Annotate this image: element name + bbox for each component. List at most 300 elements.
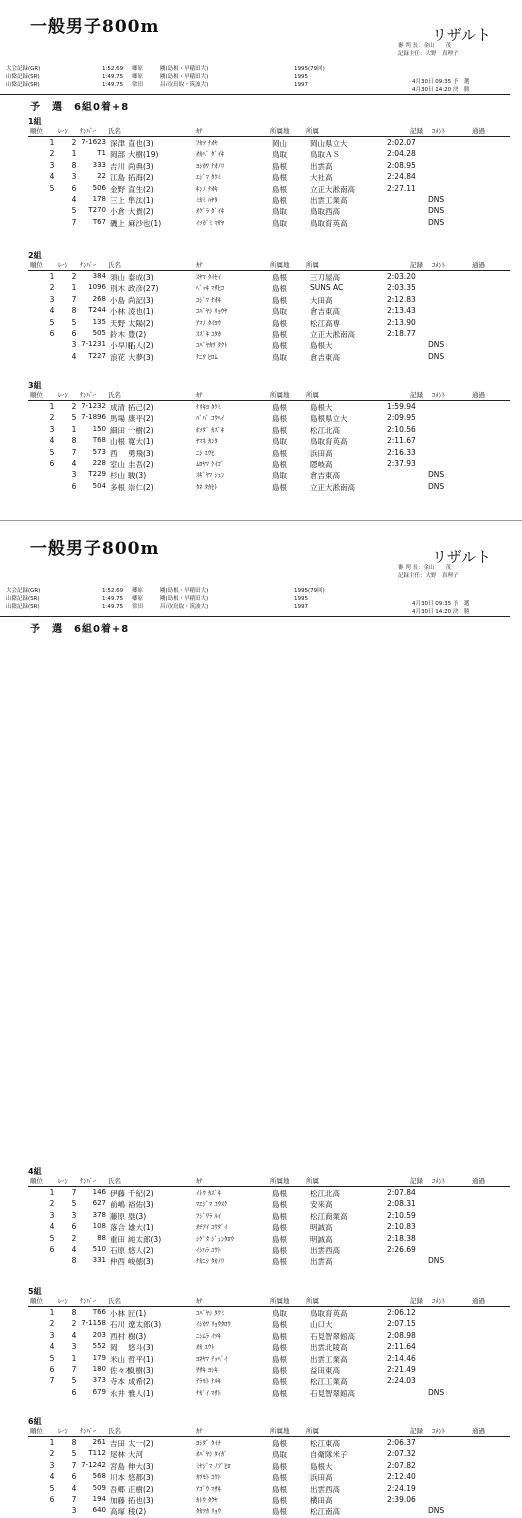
lane-cell: 5 — [71, 206, 77, 216]
prefecture-cell: 島根 — [272, 318, 287, 328]
kana-cell: ﾐｶﾐ ﾊﾔﾀ — [196, 196, 218, 204]
record-year: 1995(79回) — [294, 588, 325, 594]
lane-cell: 5 — [71, 317, 77, 327]
surname-cell: 小林 — [110, 1309, 125, 1318]
prefecture-cell: 鳥取 — [272, 1309, 287, 1318]
surname-cell: 佐々木 — [110, 1366, 133, 1375]
bib-cell: 180 — [92, 1365, 106, 1373]
place-cell: 3 — [49, 294, 55, 304]
time-cell: 2:08.31 — [387, 1199, 416, 1209]
lane-cell: 7 — [71, 447, 77, 457]
bib-cell: 1096 — [88, 283, 106, 292]
team-cell: 松江北高 — [310, 1189, 340, 1198]
record-label: 山陰記録(SR) — [6, 604, 40, 610]
bib-cell: 108 — [92, 1222, 106, 1231]
officials-block — [398, 42, 459, 58]
place-cell: 6 — [49, 329, 55, 338]
place-cell: 7 — [49, 1376, 55, 1386]
column-name: 氏名 — [108, 1177, 121, 1185]
column-comment: ｺﾒﾝﾄ — [432, 261, 445, 269]
kana-cell: ﾌｼﾞﾜﾗ ﾙｲ — [196, 1211, 221, 1220]
kana-cell: ﾅﾘｷﾖ ﾀｸﾐ — [196, 403, 221, 411]
prefecture-cell: 島根 — [272, 425, 287, 435]
prefecture-cell: 島根 — [272, 1439, 287, 1448]
lane-cell: 2 — [71, 138, 77, 147]
heat-title: 3組 — [28, 381, 42, 390]
comment-cell: DNS — [428, 340, 445, 350]
bib-cell: T67 — [92, 217, 106, 226]
team-cell: 出雲工業高 — [310, 1354, 348, 1364]
column-name: 氏名 — [108, 1427, 121, 1435]
prefecture-cell: 島根 — [272, 341, 287, 351]
team-cell: 出雲北陵高 — [310, 1343, 348, 1353]
column-time: 記録 — [410, 1297, 423, 1305]
bib-cell: T244 — [88, 306, 106, 315]
column-team: 所属 — [306, 127, 319, 135]
heat-group — [0, 1286, 522, 1399]
table-row — [0, 470, 510, 481]
bib-cell: T227 — [88, 351, 106, 360]
prefecture-cell: 島根 — [272, 1200, 287, 1210]
given-name-cell: 匠(1) — [128, 1309, 147, 1318]
time-cell: 2:10.56 — [387, 424, 416, 434]
round-title: 予 選 6組0着+8 — [30, 624, 130, 635]
bib-cell: T1 — [97, 149, 106, 158]
surname-cell: 浪花 — [110, 352, 125, 362]
records-block — [6, 588, 406, 614]
place-cell: 2 — [49, 283, 55, 293]
given-name-cell: 樹(3) — [128, 1331, 147, 1341]
surname-cell: 馬場 — [110, 414, 125, 424]
header-underline — [28, 1186, 510, 1187]
time-cell: 2:08.98 — [387, 1330, 416, 1340]
table-row — [0, 1245, 510, 1256]
prefecture-cell: 島根 — [272, 1388, 287, 1398]
team-cell: 立正大淞南高 — [310, 184, 355, 194]
given-name-cell: 千紀(2) — [128, 1189, 154, 1198]
time-cell: 2:24.84 — [387, 172, 416, 182]
column-header — [0, 1426, 510, 1436]
record-affiliation: 剛(島根・早稲田大) — [160, 596, 209, 602]
time-cell: 2:37.93 — [387, 459, 416, 468]
given-name-cell: 稜(2) — [128, 1507, 147, 1517]
header-underline — [28, 270, 510, 271]
prefecture-cell: 島根 — [272, 1257, 287, 1267]
place-cell: 3 — [49, 1210, 55, 1220]
column-prefecture: 所属地 — [270, 261, 290, 269]
surname-cell: 成清 — [110, 403, 125, 412]
time-cell: 2:12.83 — [387, 294, 416, 304]
surname-cell: 天野 — [110, 318, 125, 328]
column-advance: 通過 — [472, 261, 485, 269]
team-cell: 石見智翠館高 — [310, 1331, 355, 1341]
heat-group — [0, 1416, 522, 1518]
team-cell: 松江南高 — [310, 1507, 340, 1517]
time-cell: 2:16.33 — [387, 447, 416, 457]
place-cell: 6 — [49, 1495, 55, 1504]
prefecture-cell: 島根 — [272, 1507, 287, 1517]
comment-cell: DNS — [428, 1256, 445, 1266]
time-cell: 2:39.06 — [387, 1495, 416, 1504]
kana-cell: ｽｽﾞｷ ﾕﾀｶ — [196, 330, 221, 338]
time-cell: 2:02.07 — [387, 138, 416, 147]
bib-cell: 194 — [92, 1495, 106, 1503]
time-cell: 2:04.28 — [387, 149, 416, 159]
kana-cell: ﾅｶﾆｼ ﾀｶﾉﾘ — [196, 1257, 225, 1266]
lane-cell: 3 — [71, 172, 77, 182]
team-cell: 出雲西高 — [310, 1484, 340, 1494]
lane-cell: 3 — [71, 470, 77, 480]
column-lane: ﾚｰﾝ — [58, 1427, 68, 1435]
given-name-cell: 拓海(2) — [128, 173, 154, 183]
team-cell: SUNS AC — [310, 283, 344, 293]
kana-cell: ﾑﾛﾔﾏ ｹｲｺﾞ — [196, 460, 225, 468]
heat-group — [0, 250, 522, 363]
heat-title: 4組 — [28, 1167, 42, 1176]
team-cell: 自衛隊米子 — [310, 1450, 348, 1460]
time-cell: 2:03.35 — [387, 283, 416, 293]
record-label: 大会記録(GR) — [6, 66, 41, 72]
lane-cell: 3 — [71, 1210, 77, 1220]
header-underline — [28, 136, 510, 137]
given-name-cell: 寛大(1) — [128, 437, 154, 447]
lane-cell: 4 — [71, 195, 77, 204]
heat-group — [0, 380, 522, 493]
column-kana: ｶﾅ — [196, 1297, 203, 1305]
bib-cell: 506 — [92, 183, 106, 192]
given-name-cell: 純太郎(3) — [128, 1234, 162, 1244]
team-cell: 島根大 — [310, 1461, 333, 1471]
time-cell: 2:14.46 — [387, 1353, 416, 1363]
table-row — [0, 1388, 510, 1399]
result-label: リザルト — [432, 548, 491, 566]
lane-cell: 7 — [71, 217, 77, 227]
lane-cell: 7 — [71, 1365, 77, 1374]
bib-cell: 373 — [92, 1376, 106, 1385]
surname-cell: 藤原 — [110, 1211, 125, 1221]
kana-cell: ﾆｼﾑﾗ ｲﾂｷ — [196, 1331, 221, 1340]
result-label: リザルト — [432, 26, 491, 44]
place-cell: 5 — [49, 317, 55, 327]
record-affiliation: 剛(島根・早稲田大) — [160, 74, 209, 80]
column-kana: ｶﾅ — [196, 127, 203, 135]
lane-cell: 1 — [71, 424, 77, 434]
team-cell: 隠岐高 — [310, 460, 333, 469]
official-line: 記録主任：大野 真理子 — [398, 573, 459, 579]
record-holder: 郷原 — [132, 74, 144, 80]
place-cell: 6 — [49, 459, 55, 468]
team-cell: 三刀屋高 — [310, 273, 340, 282]
table-row — [0, 218, 510, 229]
surname-cell: 尾林 — [110, 1450, 125, 1460]
table-row — [0, 1506, 510, 1517]
lane-cell: 1 — [71, 149, 77, 159]
event-title: 一般男子800m — [30, 539, 160, 559]
bib-cell: 261 — [92, 1438, 106, 1446]
column-team: 所属 — [306, 1427, 319, 1435]
column-advance: 通過 — [472, 127, 485, 135]
heat-title: 1組 — [28, 117, 42, 126]
kana-cell: ｶﾜﾓﾄ ﾕｳﾄ — [196, 1473, 221, 1482]
prefecture-cell: 島根 — [272, 1320, 287, 1330]
schedule-block — [412, 600, 469, 616]
surname-cell: 磯上 — [110, 218, 125, 228]
bib-cell: 331 — [92, 1256, 106, 1265]
column-advance: 通過 — [472, 1297, 485, 1305]
bib-cell: 568 — [92, 1472, 106, 1481]
record-year: 1995 — [294, 74, 308, 80]
prefecture-cell: 島根 — [272, 330, 287, 339]
bib-cell: 22 — [97, 172, 106, 181]
lane-cell: 7 — [71, 1460, 77, 1470]
team-cell: 大田高 — [310, 295, 333, 305]
team-cell: 明誠高 — [310, 1234, 333, 1244]
column-advance: 通過 — [472, 1427, 485, 1435]
column-time: 記録 — [410, 1427, 423, 1435]
heat-group — [0, 116, 522, 229]
kana-cell: ﾖﾈﾔﾏ ﾃｯﾍﾟｲ — [196, 1354, 228, 1363]
surname-cell: 小早川 — [110, 341, 133, 351]
prefecture-cell: 島根 — [272, 1343, 287, 1353]
surname-cell: 石原 — [110, 1246, 125, 1255]
schedule-line — [412, 600, 469, 608]
prefecture-cell: 鳥取 — [272, 471, 287, 481]
kana-cell: ﾐﾔｼﾞﾏ ﾉﾌﾞﾋﾛ — [196, 1461, 231, 1470]
prefecture-cell: 島根 — [272, 1189, 287, 1198]
kana-cell: ﾅｶﾞｲ ﾏｻﾄ — [196, 1388, 221, 1397]
team-cell: 益田東高 — [310, 1366, 340, 1375]
surname-cell: 吉川 — [110, 161, 125, 171]
lane-cell: 5 — [71, 1199, 77, 1209]
given-name-cell: 直也(3) — [128, 139, 154, 148]
bib-cell: T229 — [88, 470, 106, 479]
prefecture-cell: 島根 — [272, 448, 287, 458]
kana-cell: ﾀｶﾂｶ ﾘｮｳ — [196, 1507, 221, 1516]
surname-cell: 杉山 — [110, 471, 125, 481]
column-place: 順位 — [30, 1177, 43, 1185]
place-cell: 3 — [49, 1330, 55, 1340]
result-page — [0, 522, 522, 1517]
table-row — [0, 1484, 510, 1495]
table-row — [0, 482, 510, 493]
header-rule — [0, 616, 510, 617]
schedule-time: 09:35 — [435, 601, 452, 607]
table-row — [0, 206, 510, 217]
surname-cell: 吉田 — [110, 1439, 125, 1448]
surname-cell: 深津 — [110, 139, 125, 148]
given-name-cell: 大樹(19) — [128, 150, 159, 160]
officials-block — [398, 564, 459, 580]
column-bib: ﾅﾝﾊﾞｰ — [80, 391, 97, 399]
table-row — [0, 1354, 510, 1365]
prefecture-cell: 島根 — [272, 403, 287, 412]
team-cell: 鳥取育英高 — [310, 218, 348, 228]
kana-cell: ｵﾁｱｲ ﾕｳﾀﾞｲ — [196, 1223, 228, 1232]
prefecture-cell: 島根 — [272, 284, 287, 294]
kana-cell: ｽﾔﾏ ﾀｲｾｲ — [196, 273, 221, 281]
page-divider — [0, 520, 522, 521]
given-name-cell: 麻沙也(1) — [128, 218, 162, 228]
place-cell: 4 — [49, 306, 55, 316]
team-cell: 倉吉東高 — [310, 307, 340, 317]
lane-cell: 6 — [71, 329, 77, 338]
schedule-block — [412, 78, 469, 94]
lane-cell: 6 — [71, 1222, 77, 1232]
comment-cell: DNS — [428, 217, 445, 227]
team-cell: 松江東高 — [310, 1439, 340, 1448]
comment-cell: DNS — [428, 1387, 445, 1397]
prefecture-cell: 鳥取 — [272, 307, 287, 317]
kana-cell: ｱﾏﾉ ﾀｲﾖｳ — [196, 318, 221, 327]
lane-cell: 7 — [71, 1495, 77, 1504]
place-cell: 3 — [49, 160, 55, 170]
column-team: 所属 — [306, 1177, 319, 1185]
surname-cell: 西村 — [110, 1331, 125, 1341]
place-cell: 2 — [49, 1199, 55, 1209]
surname-cell: 小倉 — [110, 207, 125, 217]
kana-cell: ｺﾊﾞﾔｼ ﾘｮｳﾔ — [196, 307, 228, 316]
table-row — [0, 306, 510, 317]
prefecture-cell: 島根 — [272, 1354, 287, 1364]
place-cell: 1 — [49, 272, 55, 281]
lane-cell: 3 — [71, 340, 77, 350]
lane-cell: 4 — [71, 351, 77, 361]
surname-cell: 室山 — [110, 460, 125, 469]
bib-cell: T112 — [88, 1449, 106, 1458]
given-name-cell: 太一(2) — [128, 1439, 154, 1448]
kana-cell: ｼｹﾞﾀ ｼﾞｭﾝﾀﾛｳ — [196, 1234, 234, 1243]
table-row — [0, 1319, 510, 1330]
lane-cell: 1 — [71, 283, 77, 293]
header-underline — [28, 1306, 510, 1307]
given-name-cell: 哲平(1) — [128, 1354, 154, 1364]
bib-cell: 268 — [92, 294, 106, 303]
given-name-cell: 凌也(1) — [128, 307, 154, 317]
column-lane: ﾚｰﾝ — [58, 391, 68, 399]
column-place: 順位 — [30, 391, 43, 399]
given-name-cell: 塁(3) — [128, 1211, 147, 1221]
prefecture-cell: 島根 — [272, 1223, 287, 1233]
lane-cell: 5 — [71, 413, 77, 423]
bib-cell: 146 — [92, 1188, 106, 1196]
column-time: 記録 — [410, 1177, 423, 1185]
lane-cell: 4 — [71, 459, 77, 468]
time-cell: 2:13.43 — [387, 306, 416, 316]
time-cell: 2:24.03 — [387, 1376, 416, 1386]
given-name-cell: 伸大(3) — [128, 1461, 154, 1471]
lane-cell: 6 — [71, 481, 77, 491]
event-title: 一般男子800m — [30, 17, 160, 37]
given-name-cell: 拓也(3) — [128, 1496, 154, 1505]
official-line: 記録主任：大野 真理子 — [398, 51, 459, 57]
record-time: 1:49.75 — [102, 82, 124, 88]
kana-cell: ｵｶ ﾕｳﾄ — [196, 1343, 215, 1352]
kana-cell: ｲﾄｳ ｶｽﾞｷ — [196, 1189, 221, 1197]
table-row — [0, 1342, 510, 1353]
comment-cell: DNS — [428, 1506, 445, 1516]
prefecture-cell: 島根 — [272, 1496, 287, 1505]
header-underline — [28, 400, 510, 401]
team-cell: 鳥取西高 — [310, 207, 340, 217]
record-label: 山陰記録(SR) — [6, 74, 40, 80]
kana-cell: ｲｼｶﾜ ﾘｮｳﾀﾛｳ — [196, 1320, 231, 1329]
column-place: 順位 — [30, 1297, 43, 1305]
kana-cell: ｶﾄｳ ﾀｸﾔ — [196, 1496, 218, 1504]
record-affiliation: 剛(島根・早稲田大) — [160, 66, 209, 72]
given-name-cell: 尚典(3) — [128, 161, 154, 171]
column-lane: ﾚｰﾝ — [58, 127, 68, 135]
column-header — [0, 1296, 510, 1306]
bib-cell: 7-1231 — [81, 340, 106, 349]
place-cell: 4 — [49, 436, 55, 446]
time-cell: 2:10.59 — [387, 1210, 416, 1220]
bib-cell: 640 — [92, 1506, 106, 1515]
column-comment: ｺﾒﾝﾄ — [432, 1177, 445, 1185]
table-row — [0, 1211, 510, 1222]
bib-cell: 7-1896 — [81, 413, 106, 422]
given-name-cell: 駿(3) — [128, 471, 147, 481]
column-team: 所属 — [306, 261, 319, 269]
prefecture-cell: 島根 — [272, 1246, 287, 1255]
team-cell: 鳥取育英高 — [310, 437, 348, 447]
given-name-cell: 崇仁(2) — [128, 482, 154, 492]
prefecture-cell: 島根 — [272, 1377, 287, 1387]
table-row — [0, 329, 510, 340]
surname-cell: 小島 — [110, 295, 125, 305]
kana-cell: ﾆｼ ﾕｳﾋ — [196, 448, 215, 457]
table-row — [0, 1308, 510, 1319]
schedule-date: 4月30日 — [412, 609, 434, 615]
surname-cell: 細田 — [110, 425, 125, 435]
bib-cell: 552 — [92, 1342, 106, 1351]
kana-cell: ﾔﾏﾈ ｶﾝﾀ — [196, 437, 218, 446]
table-row — [0, 1199, 510, 1210]
record-affiliation: 昌司(鳥取・筑波大) — [160, 604, 209, 610]
official-line: 審 判 長：金山 茂 — [398, 43, 451, 49]
official-line: 審 判 長：金山 茂 — [398, 565, 451, 571]
bib-cell: 679 — [92, 1387, 106, 1396]
result-page — [0, 0, 522, 500]
team-cell: 浜田高 — [310, 1473, 333, 1483]
surname-cell: 三上 — [110, 196, 125, 205]
team-cell: 島根県立大 — [310, 414, 348, 424]
lane-cell: 2 — [71, 272, 77, 281]
prefecture-cell: 島根 — [272, 295, 287, 305]
table-row — [0, 1234, 510, 1245]
kana-cell: ﾏｴｼﾞﾏ ﾕｳｽｹ — [196, 1200, 228, 1209]
surname-cell: 多根 — [110, 482, 125, 492]
team-cell: 立正大淞南高 — [310, 482, 355, 492]
team-cell: 石見智翠館高 — [310, 1388, 355, 1398]
column-time: 記録 — [410, 391, 423, 399]
surname-cell: 岡部 — [110, 150, 125, 160]
prefecture-cell: 鳥取 — [272, 352, 287, 362]
team-cell: 明誠高 — [310, 1223, 333, 1233]
record-year: 1997 — [294, 82, 308, 88]
column-lane: ﾚｰﾝ — [58, 261, 68, 269]
column-place: 順位 — [30, 127, 43, 135]
bib-cell: 510 — [92, 1245, 106, 1253]
place-cell: 1 — [49, 402, 55, 411]
lane-cell: 3 — [71, 1506, 77, 1516]
lane-cell: 4 — [71, 1483, 77, 1493]
given-name-cell: 一樹(2) — [128, 425, 154, 435]
heat-title: 5組 — [28, 1287, 42, 1296]
given-name-cell: 圭吾(2) — [128, 460, 154, 469]
surname-cell: 小林 — [110, 307, 125, 317]
surname-cell: 重田 — [110, 1234, 125, 1244]
table-row — [0, 318, 510, 329]
